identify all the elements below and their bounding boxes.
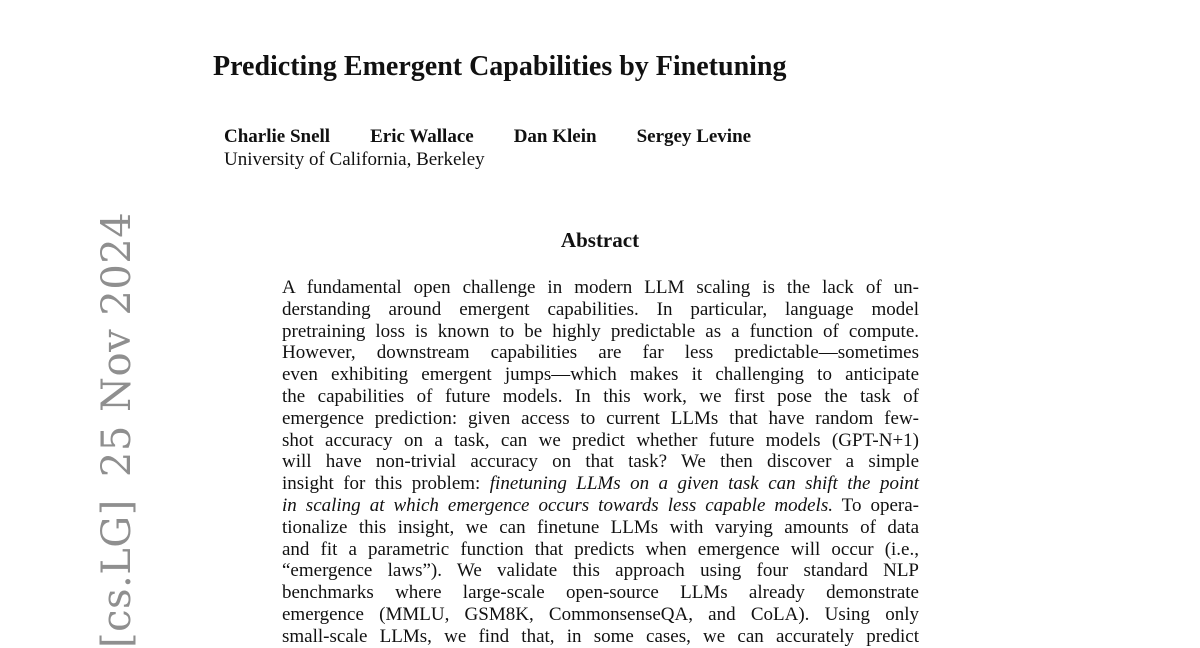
arxiv-stamp [18, 0, 140, 648]
abstract-heading: Abstract [560, 228, 640, 252]
abstract-line: small-scale LLMs, we find that, in some cases, we can accurately predict [282, 625, 919, 647]
abstract-emphasis: in scaling at which emergence occurs towards less capable models. [282, 494, 833, 516]
affiliation: University of California, Berkeley [224, 149, 485, 170]
author-block [224, 126, 751, 171]
arxiv-date: 25 Nov 2024 [94, 211, 140, 478]
abstract-line: derstanding around emergent capabilities. In particular, language model [282, 298, 919, 320]
author-name: Sergey Levine [636, 126, 752, 147]
abstract-line: shot accuracy on a task, can we predict whether future models (GPT-N+1) [282, 429, 919, 451]
author-name: Dan Klein [513, 126, 597, 147]
abstract-line: However, downstream capabilities are far less predictable—sometimes [282, 342, 919, 364]
abstract-line [282, 473, 919, 495]
abstract-line [282, 495, 919, 517]
abstract-line: and fit a parametric function that predicts when emergence will occur (i.e., [282, 538, 919, 560]
abstract-line: tionalize this insight, we can finetune LLMs with varying amounts of data [282, 516, 919, 538]
author-name: Eric Wallace [370, 126, 474, 147]
abstract-line: A fundamental open challenge in modern LLM scaling is the lack of un- [282, 277, 919, 298]
paper-title: Predicting Emergent Capabilities by Finetuning [213, 51, 787, 82]
author-list [224, 126, 751, 148]
arxiv-category: [cs.LG] [94, 499, 140, 648]
abstract-line: the capabilities of future models. In this work, we first pose the task of [282, 385, 919, 407]
abstract-body [282, 277, 919, 648]
abstract-line: “emergence laws”). We validate this approach using four standard NLP [282, 560, 919, 582]
abstract-line: will have non-trivial accuracy on that task? We then discover a simple [282, 451, 919, 473]
abstract-line: pretraining loss is known to be highly predictable as a function of compute. [282, 320, 919, 342]
abstract-line: even exhibiting emergent jumps—which makes it challenging to anticipate [282, 364, 919, 386]
abstract-emphasis: finetuning LLMs on a given task can shift the point [489, 473, 920, 495]
abstract-line: benchmarks where large-scale open-source LLMs already demonstrate [282, 582, 919, 604]
abstract-line: emergence (MMLU, GSM8K, CommonsenseQA, and CoLA). Using only [282, 603, 919, 625]
abstract-text: To opera- [832, 494, 919, 516]
abstract-text: insight for this problem: [282, 473, 490, 495]
abstract-line: emergence prediction: given access to current LLMs that have random few- [282, 407, 919, 429]
author-name: Charlie Snell [224, 126, 331, 147]
